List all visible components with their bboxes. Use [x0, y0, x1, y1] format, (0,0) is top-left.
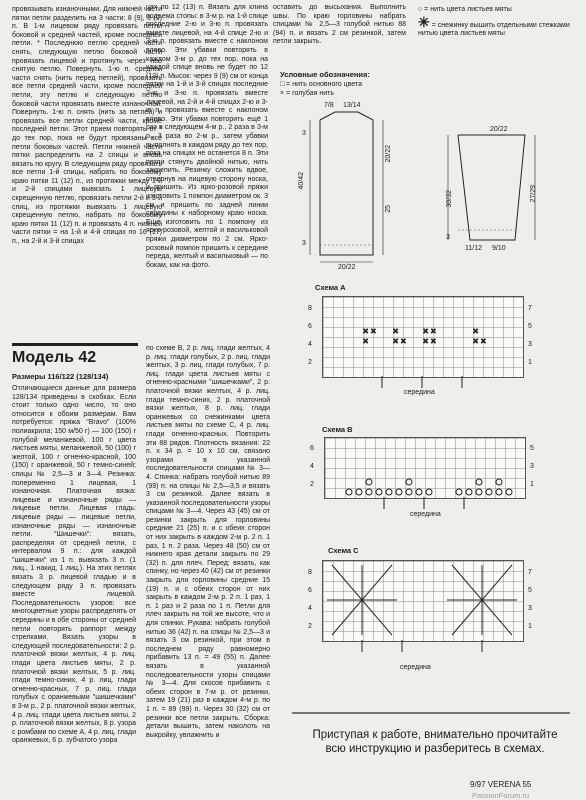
dim-right-a: 20/22 — [385, 145, 392, 163]
schema-b-arrows — [324, 497, 526, 517]
svg-text:× ×: × × — [473, 336, 487, 346]
sizes-line: Размеры 116/122 (128/134) — [12, 372, 109, 381]
dim-top-b: 13/14 — [343, 102, 361, 109]
dim-left-height: 40/42 — [298, 172, 305, 190]
text-column-5: Отличающиеся данные для размера 128/134 приведены в скобках. Если стоит только одно число, то оно относится к обоим размерам. Вам потребуется: пряжа "Bravo" (100% полиакрила; 150 м/50 г) — 100 (150) г голубой меланжевой, 100 г цвета листьев мяты, меланжевой, 50 (100) г желтой, 100 г огненно-красной, 100 (150) г оранжевой, 50 г темно-синей; спицы № 2,5—3 и 3—4. Резинка: попеременно 1 лицевая, 1 изнаночная. Платочная вязка: лицевые и изнаночные ряды — лицевые петли. Лицевая гладь: лицевые ряды — лицевые петли, изнаночные ряды — изнаночные петли. "Шишечки": вязать, распределяя от средней петли, с интервалом 9 п.: для каждой "шишечки" из 1 п. вывязать 3 п. (1 лиц., 1 накид, 1 лиц.). На этих петлях вязать 3 р. лицевой гладью и в следующем ряду 3 п. провязать вместе лицевой. Последовательность узоров: все многоцветные узоры распределять от середины и в обе стороны от средней петли повторять раппорт между стрелками. Вязать узоры в следующей последовательности: 2 р. платочной вязки желтых, 4 р. лиц. глади цвета листьев мяты, 2 р. платочной вязки желтых, 5 р. лиц. глади темно-синих, 4 р. лиц. глади огненно-красных, 7 р. лиц. глади голубых с оранжевыми "шишечками" в 3-м р., 2 р. платочной вязки желтых, 4 р. лиц. глади цвета листьев мяты, 2 р. платочной вязки желтых, 8 р. узора с ромбами по схеме А, 4 р. лиц. глади оранжевых, 6 р. зубчатого узора — [12, 385, 136, 745]
sleeve-dim-bottom-b: 9/10 — [492, 245, 506, 252]
schema-c-middle: середина — [400, 664, 431, 671]
sleeve-dim-bottom-a: 11/12 — [465, 245, 482, 252]
sleeve-dim-left2: 3 — [446, 234, 450, 241]
svg-text:× ×: × × — [423, 336, 437, 346]
schema-a-title: Схема А — [315, 283, 346, 292]
sleeve-dim-left: 30/32 — [446, 190, 453, 208]
text-column-2: цах по 12 (13) п. Вязать для клина подъема стопы: в 3-м р. на 1-й спице последние 2-ю и 3-ю п. провязать вместе лицевой, на 4-й спице 2-ю и 3-ю п. провязать вместе с наклоном влево. Эти убавки повторять в каждом 3-м р. до тех пор, пока на каждой спице вновь не будет по 12 (13) п. Мысок: через 9 (9) см от конца пятки на 1-й и 3-й спицах последние 2-ю и 3-ю п. провязать вместе лицевой, на 2-й и 4-й спицах 2-ю и 3-ю п. провязать вместе с наклоном влево. Эти убавки повторить ещё 1 раз в следующем 4-м р., 2 раза в 3-м р., 3 раза во 2-м р., затем убавки выполнять в каждом ряду до тех пор, пока на спицах не останется 8 п. Эти петли стянуть двойной нитью, нить закрепить. Резинку сложить вдвое, отвернув на лицевую сторону носка, и пришить. Из ярко-розовой пряжи изготовить 1 помпон диаметром ок. 3 см и пришить по задней линии середины к наборному краю носка. Еще изготовить по 1 помпону из ярко-розовой, желтой и васильковой пряжи диаметром по 2 см. Ярко-розовый помпон пришить к середине переда, желтый и васильковый — по бокам, как на фото. — [146, 4, 268, 269]
sleeve-dim-right: 27/29 — [530, 185, 537, 203]
svg-text:× ×: × × — [363, 326, 377, 336]
text-column-6: по схеме В, 2 р. лиц. глади желтых, 4 р. лиц. глади голубых, 2 р. лиц. глади желтых, 3 р. лиц. глади голубых, 7 р. лиц. глади цвета листьев мяты с огненно-красными "шишечками", 2 р. платочной вязки желтых, 4 р. лиц. глади темно-синих, 2 р. платочной вязки желтых, 8 р. лиц. глади оранжевых со снежинками цвета листьев мяты по схеме С, 4 р. лиц. глади огненно-красных. Повторить эти 88 рядов. Плотность вязания: 22 п. x 34 р. = 10 x 10 см, связано узорами в указанной последовательности спицами № 3—4. Спинка: набрать голубой нитью 89 (99) п. на спицы № 2,5—3,5 и вязать 3 см резинкой. Далее вязать в указанной последовательности узоры спицами № 3—4. Через 43 (45) см от резинки закрыть для горловины средние 21 (25) п. и с обеих сторон от них закрыть в каждом 2-м р. 2 п. 1 раз, 1 п. 2 раза. Через 48 (50) см от нижнего края детали закрыть по 29 (32) п. для плеч. Перед: вязать, как спинку, но через 40 (42) см от резинки закрыть для горловины средние 15 (19) п. и с обеих сторон от них закрыть в каждом 2-м р. 2 п. 1 раз, 1 п. 1 раз и 2 раза по 1 п. Петли для плеч закрыть на той же высоте, что и для спинки. Рукава: набрать голубой нитью 36 (42) п. на спицы № 2,5—3 и вязать 3 см резинкой, при этом в последнем ряду равномерно прибавить 13 п. = 49 (55) п. Далее вязать в указанной последовательности узоры спицами № 3—4. Для скосов прибавить с обеих сторон в 7-м р. от резинки, затем 19 (21) раз в каждом 4-м р. по 1 п. = 89 (99) п. Через 30 (32) см от резинки все петли закрыть. Сборка: детали вышить, затем наколоть на выкройку, увлажнить и — [146, 345, 270, 739]
schema-c-arrows — [322, 640, 524, 660]
schema-a-right-rows: 7 5 3 1 — [528, 305, 532, 366]
snowflake-icon: ✳ — [418, 14, 430, 30]
schema-b-left-rows: 6 4 2 — [310, 445, 314, 488]
dim-left-bottom: 3 — [302, 240, 306, 247]
symbol-blue: × = голубая нить — [280, 90, 334, 97]
text-column-3: оставить до высыхания. Выполнить швы. По краю горловины набрать спицами № 2,5—3 голубой нитью 88 (94) п. и вязать 2 см резинкой, затем петли закрыть. — [273, 4, 406, 46]
text-column-1: провязывать изнаночными. Для нижней части пятки петли разделить на 3 части: 8 (9), 8 (9) п. В 1-м лицевом ряду провязать петли боковой и средней частей, кроме последней петли. * Последнюю петлю средней части снять, следующую петлю боковой части провязать лицевой и протянуть через нее снятую петлю. Повернуть. 1-ю п. средней части снять (нить перед петлей), провязать все петли средней части, кроме последней петли, эту петлю и следующую петлю боковой части провязать вместе изнаночной. Повернуть. 1-ю п. снять (нить за петлей) и провязать все петли средней части, кроме последней петли. Этот прием повторять от * до тех пор, пока не будут провязаны все петли боковых частей. Петли нижней части пятки распределить на 2 спицы и вновь вязать по кругу. В следующем ряду провязать все петли 1-й спицы, набрать по боковому краю пятки 11 (12) п., из протяжки между 1-й и 2-й спицами вывязать 1 лицевую скрещенную петлю, провязать петли 2-й и 3-й спиц, из протяжки вывязать 1 лицевую скрещенную петлю, набрать по боковому краю пятки 11 (12) п. и провязать 4 п. нижней части пятки = на 1-й и 4-й спицах по 16 (17) п., на 2-й и 3-й спицах — [12, 6, 162, 246]
symbol-main-color: □ = нить основного цвета — [280, 81, 362, 88]
schema-a-left-rows: 8 6 4 2 — [308, 305, 312, 366]
svg-text:× ×: × × — [393, 336, 407, 346]
schema-a-marks — [322, 296, 524, 376]
svg-text:× ×: × × — [423, 326, 437, 336]
dim-right-b: 25 — [385, 205, 392, 213]
watermark: PassionForum.ru — [472, 791, 530, 800]
schema-b-middle: середина — [410, 511, 441, 518]
dim-bottom: 20/22 — [338, 264, 356, 271]
model-title: Модель 42 — [12, 343, 138, 367]
schema-a-arrows — [322, 376, 524, 396]
schema-b-right-rows: 5 3 1 — [530, 445, 534, 488]
schema-c-left-rows: 8 6 4 2 — [308, 569, 312, 630]
dim-left-top: 3 — [302, 130, 306, 137]
svg-text:×: × — [363, 336, 369, 346]
schema-c-title: Схема С — [328, 546, 359, 555]
schema-c-right-rows: 7 5 3 1 — [528, 569, 532, 630]
schema-a-middle: середина — [404, 389, 435, 396]
legend-snowflake: ✳ = снежинку вышить отдельными стежками нитью цвета листьев мяты — [418, 14, 570, 37]
footer-note: Приступая к работе, внимательно прочитайте всю инструкцию и разберитесь в схемах. — [312, 729, 558, 755]
svg-text:×: × — [473, 326, 479, 336]
svg-text:×: × — [393, 326, 399, 336]
dim-top-a: 7/8 — [324, 102, 334, 109]
schema-b-title: Схема В — [322, 425, 353, 434]
pattern-body-diagram — [298, 100, 448, 270]
legend-circle-mint: ○ = нить цвета листьев мяты — [418, 6, 512, 13]
schema-c-snowflakes — [322, 560, 524, 642]
schema-b-marks — [324, 437, 526, 497]
page-number: 9/97 VERENA 55 — [470, 780, 532, 789]
sleeve-dim-top: 20/22 — [490, 126, 508, 133]
symbols-title: Условные обозначения: — [280, 70, 370, 79]
